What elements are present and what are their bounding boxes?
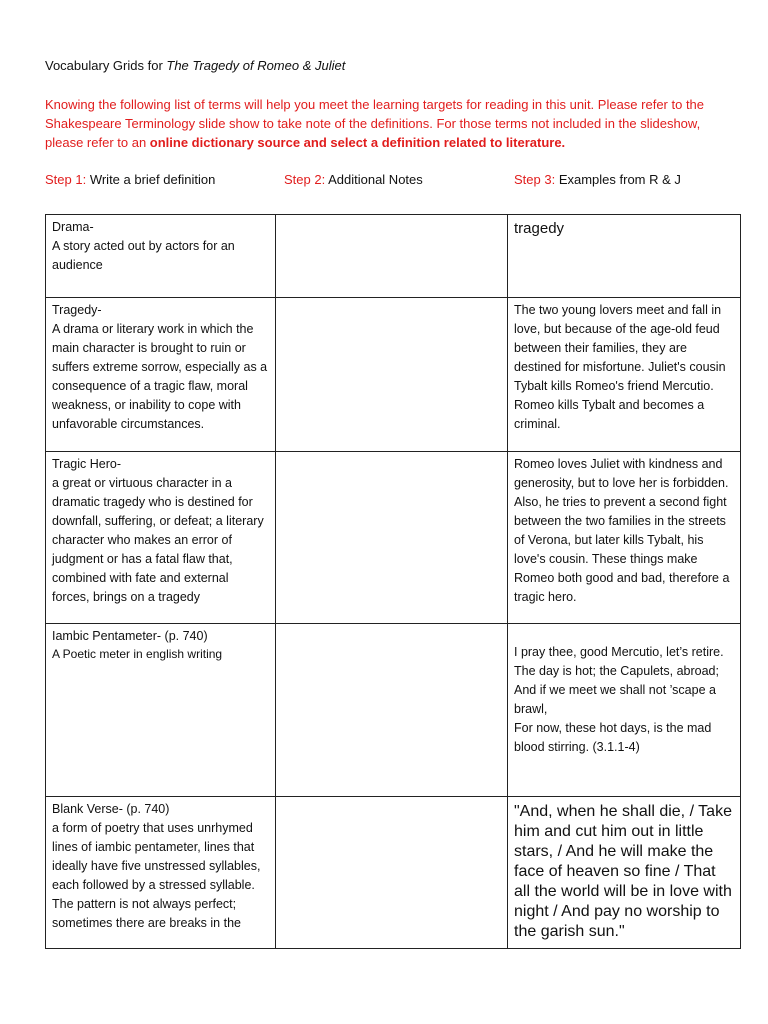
term-label: Drama-: [52, 220, 94, 234]
notes-cell[interactable]: [276, 624, 508, 797]
step-1-number: Step 1:: [45, 172, 87, 187]
intro-instructions: [45, 95, 735, 152]
definition-cell: [46, 298, 276, 452]
example-verse: [514, 627, 734, 757]
term-label: Iambic Pentameter- (p. 740): [52, 629, 208, 643]
step-1-label: Write a brief definition: [86, 172, 216, 187]
step-3-label: Examples from R & J: [555, 172, 681, 187]
term-label: Tragedy-: [52, 303, 102, 317]
table-row: [46, 215, 741, 298]
vocabulary-grid: [45, 214, 741, 949]
step-2-label: Additional Notes: [325, 172, 423, 187]
definition-text: A story acted out by actors for an audience: [52, 239, 235, 272]
verse-line: And if we meet we shall not ’scape a brawl,: [514, 683, 716, 716]
page-title: [45, 58, 345, 73]
definition-cell: [46, 452, 276, 624]
definition-text: a great or virtuous character in a dramatic tragedy who is destined for downfall, suffering, or defeat; a literary character who makes an error of judgment or has a fatal flaw that, combined with fate and external forces, brings on a tragedy: [52, 476, 264, 604]
verse-line: I pray thee, good Mercutio, let’s retire.: [514, 645, 724, 659]
example-cell: [508, 452, 741, 624]
definition-text: A Poetic meter in english writing: [52, 647, 223, 661]
verse-line: For now, these hot days, is the mad blood stirring. (3.1.1-4): [514, 721, 712, 754]
title-work: The Tragedy of Romeo & Juliet: [166, 58, 346, 73]
step-1-header: [45, 172, 215, 187]
definition-cell: [46, 215, 276, 298]
step-3-header: [514, 172, 681, 187]
example-cell: [508, 298, 741, 452]
title-prefix: Vocabulary Grids for: [45, 58, 167, 73]
definition-clip: [52, 800, 269, 946]
notes-cell[interactable]: [276, 797, 508, 949]
example-text: Romeo loves Juliet with kindness and generosity, but to love her is forbidden. Also, he tries to prevent a second fight between the two families in the streets of Verona, but later kills Tybalt, his love's cousin. These things make Romeo both good and bad, therefore a tragic hero.: [514, 457, 730, 604]
step-3-number: Step 3:: [514, 172, 556, 187]
definition-text: a form of poetry that uses unrhymed lines of iambic pentameter, lines that ideally have five unstressed syllables, each followed by a stressed syllable. The pattern is not always perfect; sometimes there are breaks in the: [52, 821, 261, 930]
term-label: Blank Verse- (p. 740): [52, 802, 170, 816]
example-text: tragedy: [514, 220, 565, 237]
notes-cell[interactable]: [276, 215, 508, 298]
step-2-header: [284, 172, 423, 187]
definition-cell: [46, 797, 276, 949]
table-row: [46, 797, 741, 949]
intro-text: Knowing the following list of terms will help you meet the learning targets for reading in this unit. Please refer to the Shakespeare Terminology slide show to take note of the definitions. For those terms not included in the slideshow, please refer to an: [45, 97, 705, 150]
definition-cell: [46, 624, 276, 797]
example-cell: [508, 624, 741, 797]
example-cell: [508, 797, 741, 949]
example-text: The two young lovers meet and fall in love, but because of the age-old feud between their families, they are destined for misfortune. Juliet's cousin Tybalt kills Romeo's friend Mercutio. Romeo kills Tybalt and becomes a criminal.: [514, 303, 726, 431]
definition-text: A drama or literary work in which the main character is brought to ruin or suffers extreme sorrow, especially as a consequence of a tragic flaw, moral weakness, or inability to cope with unfavorable circumstances.: [52, 322, 268, 431]
notes-cell[interactable]: [276, 452, 508, 624]
example-cell: [508, 215, 741, 298]
table-row: [46, 452, 741, 624]
verse-line: The day is hot; the Capulets, abroad;: [514, 664, 719, 678]
example-text: "And, when he shall die, / Take him and cut him out in little stars, / And he will make the face of heaven so fine / That all the world will be in love with night / And pay no worship to the garish sun.": [514, 803, 732, 940]
table-row: [46, 298, 741, 452]
table-row: [46, 624, 741, 797]
term-label: Tragic Hero-: [52, 457, 121, 471]
notes-cell[interactable]: [276, 298, 508, 452]
step-2-number: Step 2:: [284, 172, 326, 187]
intro-bold-text: online dictionary source and select a definition related to literature.: [149, 135, 566, 150]
